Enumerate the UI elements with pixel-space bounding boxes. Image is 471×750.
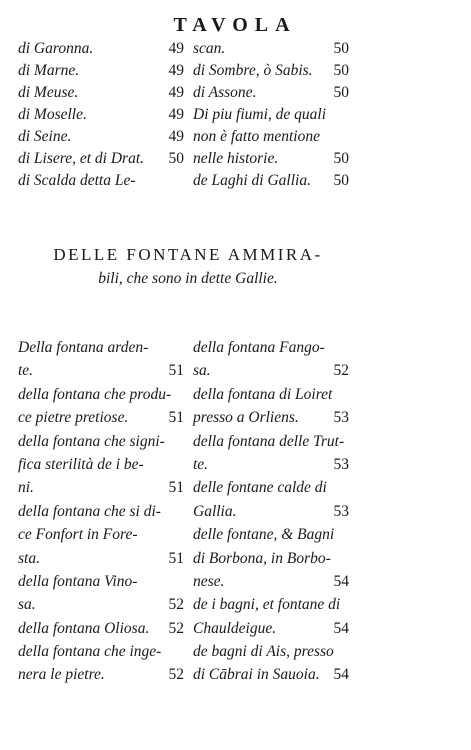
page-number: 49 (168, 128, 184, 145)
entry-text: della fontana Fango- (193, 339, 325, 356)
index-column-right-fountains (193, 336, 353, 687)
index-entry (193, 170, 353, 192)
page-number: 50 (333, 150, 349, 167)
entry-text: della fontana Vino- (18, 572, 138, 590)
index-entry (18, 148, 188, 170)
section-subtitle: bili, che sono in dette Gallie. (98, 270, 278, 287)
page-number: 54 (333, 666, 349, 684)
index-entry (193, 663, 353, 686)
index-entry (193, 359, 353, 382)
index-entry (18, 523, 188, 546)
index-entry (18, 104, 188, 126)
entry-text: Della fontana arden- (18, 339, 149, 356)
entry-text: non è fatto mentione (193, 128, 320, 145)
index-entry (18, 476, 188, 499)
entry-text: sta. (18, 549, 40, 567)
entry-text: Chauldeigue. (193, 619, 277, 637)
page-number: 53 (333, 409, 349, 427)
entry-text: di Marne. (18, 62, 80, 79)
entry-text: della fontana delle Trut- (193, 432, 345, 450)
index-entry (18, 547, 188, 570)
index-column-left-fountains (18, 336, 188, 687)
entry-text: sa. (193, 362, 211, 380)
entry-text: Gallia. (193, 502, 237, 520)
index-entry (18, 336, 188, 359)
index-entry (193, 476, 353, 499)
index-entry (18, 500, 188, 523)
page-number: 54 (333, 572, 349, 590)
entry-text: nese. (193, 572, 225, 590)
index-entry (18, 617, 188, 640)
index-entry (193, 336, 353, 359)
index-entry (193, 38, 353, 60)
page-number: 50 (333, 172, 349, 189)
index-entry (193, 104, 353, 126)
entry-text: di Meuse. (18, 84, 79, 101)
index-entry (193, 148, 353, 170)
page-number: 51 (168, 409, 184, 427)
entry-text: nera le pietre. (18, 666, 105, 684)
page-number: 50 (333, 40, 349, 57)
page-number: 52 (168, 596, 184, 614)
index-entry (193, 453, 353, 476)
entry-text: nelle historie. (193, 150, 279, 167)
entry-text: Di piu fiumi, de quali (193, 106, 327, 123)
page-number: 52 (168, 619, 184, 637)
entry-text: te. (193, 455, 209, 473)
page-number: 53 (333, 455, 349, 473)
index-entry (18, 170, 188, 192)
entry-text: di Assone. (193, 84, 257, 101)
page-number: 50 (333, 84, 349, 101)
entry-text: fica sterilità de i be- (18, 455, 144, 473)
index-entry (193, 593, 353, 616)
entry-text: sa. (18, 596, 36, 614)
entry-text: ce Fonfort in Fore- (18, 526, 138, 544)
index-entry (193, 547, 353, 570)
page-number: 51 (168, 362, 184, 380)
entry-text: di Sombre, ò Sabis. (193, 62, 313, 79)
index-entry (193, 430, 353, 453)
entry-text: presso a Orliens. (193, 409, 299, 427)
entry-text: della fontana che si di- (18, 502, 161, 520)
page-number: 49 (168, 62, 184, 79)
index-entry (193, 126, 353, 148)
entry-text: di Cābrai in Sauoia. (193, 666, 320, 684)
index-entry (18, 38, 188, 60)
index-column-right-rivers (193, 38, 353, 192)
index-entry (193, 60, 353, 82)
entry-text: della fontana che signi- (18, 432, 165, 450)
index-entry (18, 593, 188, 616)
entry-text: ni. (18, 479, 34, 497)
index-entry (193, 640, 353, 663)
page-number: 49 (168, 84, 184, 101)
section-title: DELLE FONTANE AMMIRA- (53, 245, 323, 264)
index-entry (18, 126, 188, 148)
index-entry (193, 617, 353, 640)
index-entry (18, 82, 188, 104)
entry-text: scan. (193, 40, 226, 57)
page-number: 50 (333, 62, 349, 79)
entry-text: di Seine. (18, 128, 72, 145)
entry-text: della fontana che inge- (18, 643, 162, 661)
index-entry (193, 406, 353, 429)
page-number: 54 (333, 619, 349, 637)
page-number: 49 (168, 106, 184, 123)
index-entry (193, 500, 353, 523)
page-number: 51 (168, 549, 184, 567)
page-header: TAVOLA (173, 14, 297, 36)
index-entry (193, 523, 353, 546)
entry-text: di Scalda detta Le- (18, 172, 136, 189)
index-entry (18, 383, 188, 406)
entry-text: de i bagni, et fontane di (193, 596, 341, 614)
page-number: 51 (168, 479, 184, 497)
entry-text: te. (18, 362, 34, 380)
index-entry (18, 570, 188, 593)
entry-text: di Lisere, et di Drat. (18, 150, 145, 167)
index-entry (18, 359, 188, 382)
page-number: 52 (168, 666, 184, 684)
index-column-left-rivers (18, 38, 188, 192)
entry-text: delle fontane, & Bagni (193, 526, 335, 544)
page-number: 53 (333, 502, 349, 520)
entry-text: della fontana che produ- (18, 385, 172, 403)
entry-text: de Laghi di Gallia. (193, 172, 311, 189)
index-entry (193, 383, 353, 406)
entry-text: de bagni di Ais, presso (193, 643, 334, 661)
entry-text: ce pietre pretiose. (18, 409, 129, 427)
entry-text: della fontana Oliosa. (18, 619, 150, 637)
page-number: 49 (168, 40, 184, 57)
index-entry (18, 453, 188, 476)
page-number: 50 (168, 150, 184, 167)
page-number: 52 (333, 362, 349, 380)
entry-text: di Garonna. (18, 40, 94, 57)
entry-text: di Borbona, in Borbo- (193, 549, 331, 567)
index-entry (18, 430, 188, 453)
entry-text: di Moselle. (18, 106, 87, 123)
entry-text: della fontana di Loiret (193, 385, 333, 403)
index-entry (18, 60, 188, 82)
index-entry (18, 663, 188, 686)
index-entry (193, 570, 353, 593)
index-entry (18, 406, 188, 429)
entry-text: delle fontane calde di (193, 479, 327, 497)
index-entry (193, 82, 353, 104)
index-entry (18, 640, 188, 663)
